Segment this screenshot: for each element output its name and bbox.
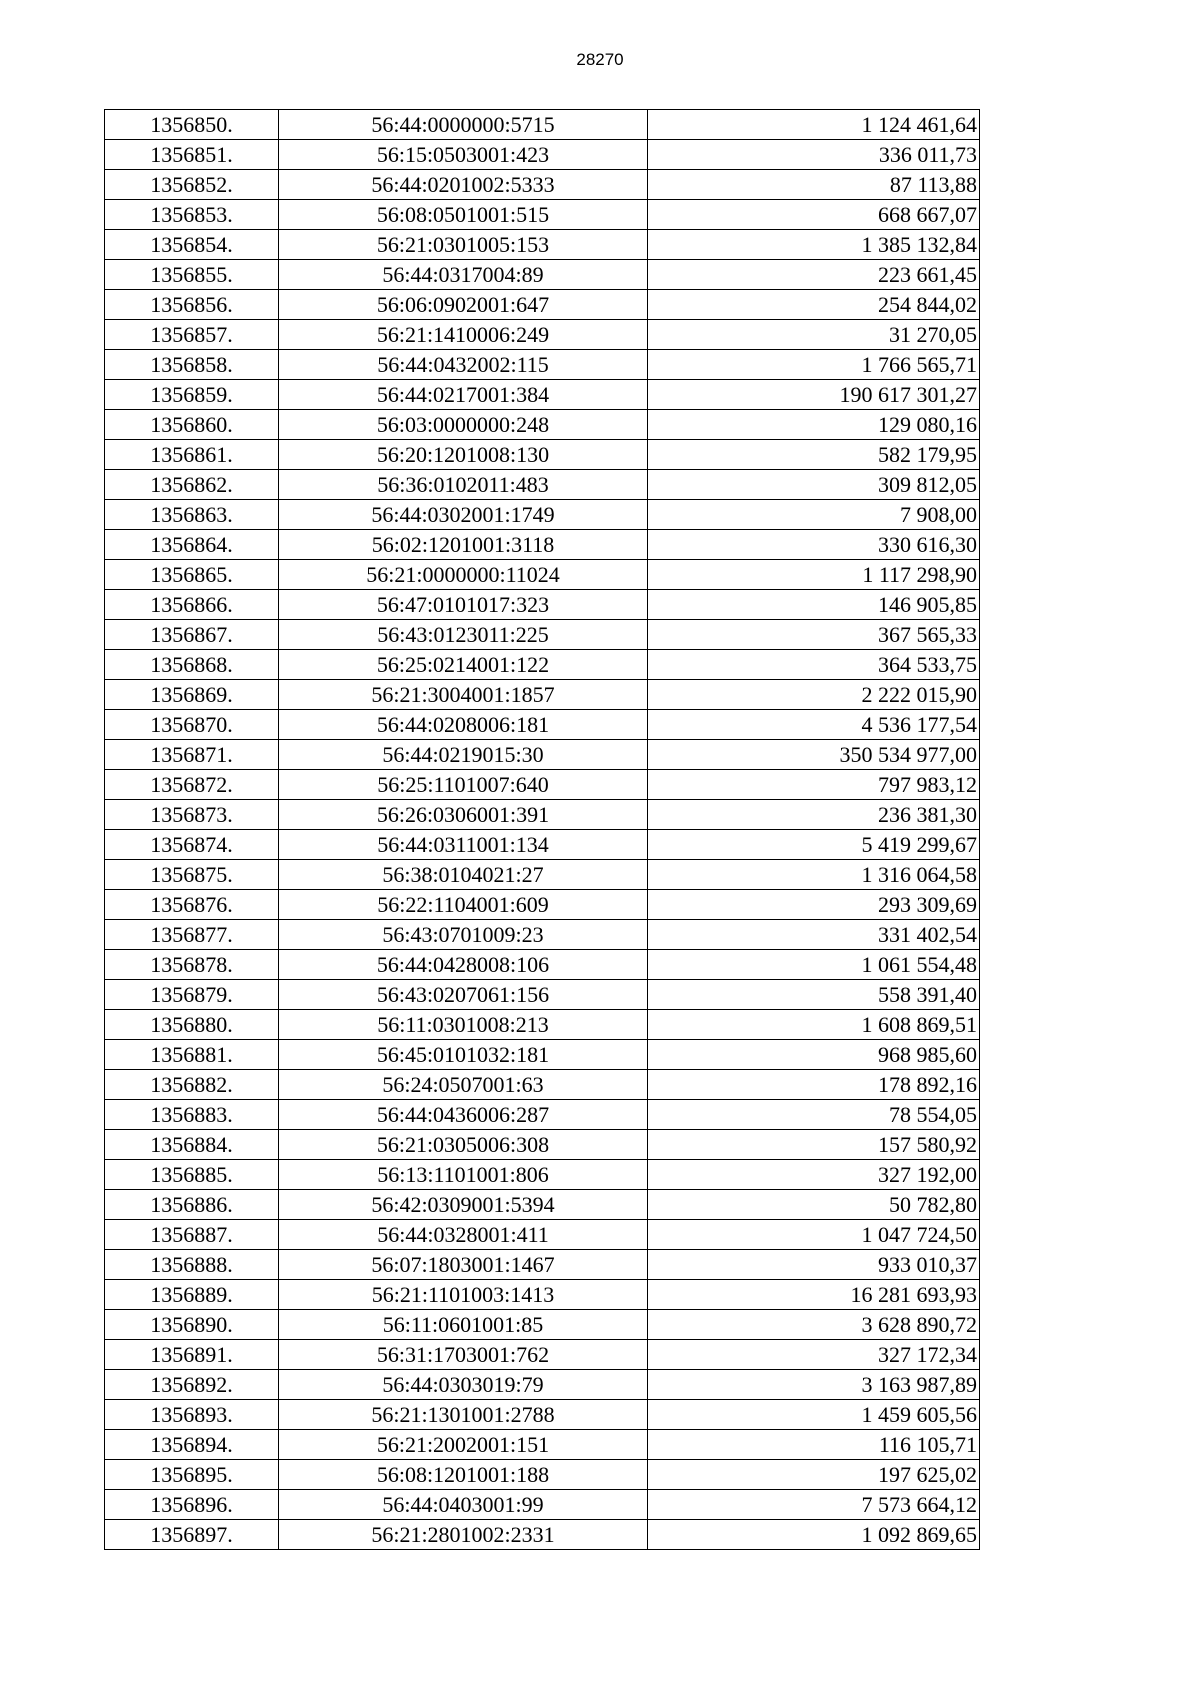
table-row: [105, 1160, 980, 1190]
row-number: 1356851.: [105, 140, 279, 170]
cadastral-number: 56:11:0601001:85: [279, 1310, 648, 1340]
row-number: 1356893.: [105, 1400, 279, 1430]
table-row: [105, 1010, 980, 1040]
row-number: 1356875.: [105, 860, 279, 890]
row-number: 1356860.: [105, 410, 279, 440]
table-row: [105, 860, 980, 890]
cadastral-number: 56:38:0104021:27: [279, 860, 648, 890]
cadastral-value: 236 381,30: [648, 800, 980, 830]
cadastral-value: 1 766 565,71: [648, 350, 980, 380]
table-row: [105, 200, 980, 230]
cadastral-value: 4 536 177,54: [648, 710, 980, 740]
table-row: [105, 1340, 980, 1370]
cadastral-value: 327 192,00: [648, 1160, 980, 1190]
row-number: 1356884.: [105, 1130, 279, 1160]
cadastral-number: 56:44:0303019:79: [279, 1370, 648, 1400]
table-row: [105, 980, 980, 1010]
row-number: 1356863.: [105, 500, 279, 530]
row-number: 1356865.: [105, 560, 279, 590]
cadastral-number: 56:44:0219015:30: [279, 740, 648, 770]
table-row: [105, 680, 980, 710]
cadastral-number: 56:44:0403001:99: [279, 1490, 648, 1520]
table-row: [105, 530, 980, 560]
table-row: [105, 920, 980, 950]
cadastral-value: 190 617 301,27: [648, 380, 980, 410]
cadastral-value: 293 309,69: [648, 890, 980, 920]
row-number: 1356867.: [105, 620, 279, 650]
table-row: [105, 500, 980, 530]
cadastral-value: 3 628 890,72: [648, 1310, 980, 1340]
table-row: [105, 110, 980, 140]
table-row: [105, 1100, 980, 1130]
table-row: [105, 290, 980, 320]
row-number: 1356894.: [105, 1430, 279, 1460]
cadastral-number: 56:22:1104001:609: [279, 890, 648, 920]
cadastral-value: 5 419 299,67: [648, 830, 980, 860]
cadastral-value: 336 011,73: [648, 140, 980, 170]
cadastral-number: 56:42:0309001:5394: [279, 1190, 648, 1220]
cadastral-number: 56:21:1410006:249: [279, 320, 648, 350]
row-number: 1356885.: [105, 1160, 279, 1190]
cadastral-value: 16 281 693,93: [648, 1280, 980, 1310]
table-row: [105, 140, 980, 170]
cadastral-number: 56:20:1201008:130: [279, 440, 648, 470]
table-row: [105, 740, 980, 770]
row-number: 1356858.: [105, 350, 279, 380]
table-row: [105, 950, 980, 980]
cadastral-value: 968 985,60: [648, 1040, 980, 1070]
row-number: 1356881.: [105, 1040, 279, 1070]
cadastral-value: 330 616,30: [648, 530, 980, 560]
cadastral-number: 56:02:1201001:3118: [279, 530, 648, 560]
row-number: 1356870.: [105, 710, 279, 740]
table-body: [105, 110, 980, 1550]
cadastral-number: 56:44:0217001:384: [279, 380, 648, 410]
row-number: 1356853.: [105, 200, 279, 230]
cadastral-number: 56:47:0101017:323: [279, 590, 648, 620]
cadastral-value: 1 316 064,58: [648, 860, 980, 890]
row-number: 1356886.: [105, 1190, 279, 1220]
cadastral-number: 56:07:1803001:1467: [279, 1250, 648, 1280]
table-row: [105, 170, 980, 200]
table-row: [105, 830, 980, 860]
cadastral-value: 558 391,40: [648, 980, 980, 1010]
table-row: [105, 1190, 980, 1220]
cadastral-value: 178 892,16: [648, 1070, 980, 1100]
row-number: 1356882.: [105, 1070, 279, 1100]
table-row: [105, 1310, 980, 1340]
row-number: 1356879.: [105, 980, 279, 1010]
row-number: 1356861.: [105, 440, 279, 470]
row-number: 1356874.: [105, 830, 279, 860]
table-row: [105, 440, 980, 470]
cadastral-number: 56:31:1703001:762: [279, 1340, 648, 1370]
row-number: 1356895.: [105, 1460, 279, 1490]
cadastral-value: 7 573 664,12: [648, 1490, 980, 1520]
table-row: [105, 1520, 980, 1550]
cadastral-value: 78 554,05: [648, 1100, 980, 1130]
cadastral-value-table: [104, 109, 980, 1550]
row-number: 1356856.: [105, 290, 279, 320]
cadastral-number: 56:44:0201002:5333: [279, 170, 648, 200]
row-number: 1356896.: [105, 1490, 279, 1520]
cadastral-value: 197 625,02: [648, 1460, 980, 1490]
row-number: 1356850.: [105, 110, 279, 140]
row-number: 1356887.: [105, 1220, 279, 1250]
table-row: [105, 1460, 980, 1490]
cadastral-value: 309 812,05: [648, 470, 980, 500]
row-number: 1356866.: [105, 590, 279, 620]
row-number: 1356872.: [105, 770, 279, 800]
table-row: [105, 620, 980, 650]
table-row: [105, 1490, 980, 1520]
table-row: [105, 260, 980, 290]
table-row: [105, 590, 980, 620]
table-row: [105, 890, 980, 920]
row-number: 1356862.: [105, 470, 279, 500]
cadastral-value: 2 222 015,90: [648, 680, 980, 710]
cadastral-value: 1 608 869,51: [648, 1010, 980, 1040]
table-row: [105, 1280, 980, 1310]
cadastral-value: 367 565,33: [648, 620, 980, 650]
row-number: 1356891.: [105, 1340, 279, 1370]
cadastral-value: 1 459 605,56: [648, 1400, 980, 1430]
table-row: [105, 1220, 980, 1250]
cadastral-number: 56:44:0428008:106: [279, 950, 648, 980]
table-row: [105, 1250, 980, 1280]
table-row: [105, 1130, 980, 1160]
cadastral-number: 56:11:0301008:213: [279, 1010, 648, 1040]
cadastral-value: 3 163 987,89: [648, 1370, 980, 1400]
cadastral-number: 56:43:0123011:225: [279, 620, 648, 650]
cadastral-number: 56:44:0000000:5715: [279, 110, 648, 140]
cadastral-value: 1 061 554,48: [648, 950, 980, 980]
cadastral-value: 668 667,07: [648, 200, 980, 230]
page-number: 28270: [576, 50, 624, 69]
table-row: [105, 410, 980, 440]
table-row: [105, 770, 980, 800]
row-number: 1356869.: [105, 680, 279, 710]
table-row: [105, 380, 980, 410]
cadastral-number: 56:21:3004001:1857: [279, 680, 648, 710]
cadastral-number: 56:21:1101003:1413: [279, 1280, 648, 1310]
cadastral-number: 56:45:0101032:181: [279, 1040, 648, 1070]
cadastral-value: 50 782,80: [648, 1190, 980, 1220]
row-number: 1356892.: [105, 1370, 279, 1400]
table-row: [105, 710, 980, 740]
table-row: [105, 230, 980, 260]
row-number: 1356877.: [105, 920, 279, 950]
row-number: 1356854.: [105, 230, 279, 260]
table-row: [105, 1370, 980, 1400]
row-number: 1356890.: [105, 1310, 279, 1340]
cadastral-value: 1 117 298,90: [648, 560, 980, 590]
row-number: 1356852.: [105, 170, 279, 200]
cadastral-value: 350 534 977,00: [648, 740, 980, 770]
row-number: 1356873.: [105, 800, 279, 830]
cadastral-number: 56:21:0000000:11024: [279, 560, 648, 590]
cadastral-number: 56:06:0902001:647: [279, 290, 648, 320]
table-row: [105, 1430, 980, 1460]
cadastral-number: 56:44:0311001:134: [279, 830, 648, 860]
table-row: [105, 350, 980, 380]
cadastral-number: 56:43:0207061:156: [279, 980, 648, 1010]
cadastral-value: 7 908,00: [648, 500, 980, 530]
cadastral-value: 31 270,05: [648, 320, 980, 350]
cadastral-number: 56:08:0501001:515: [279, 200, 648, 230]
row-number: 1356880.: [105, 1010, 279, 1040]
table-row: [105, 1040, 980, 1070]
cadastral-number: 56:25:1101007:640: [279, 770, 648, 800]
cadastral-value: 933 010,37: [648, 1250, 980, 1280]
cadastral-value: 87 113,88: [648, 170, 980, 200]
cadastral-number: 56:03:0000000:248: [279, 410, 648, 440]
cadastral-value: 364 533,75: [648, 650, 980, 680]
cadastral-number: 56:13:1101001:806: [279, 1160, 648, 1190]
cadastral-value: 1 092 869,65: [648, 1520, 980, 1550]
row-number: 1356878.: [105, 950, 279, 980]
cadastral-number: 56:21:2002001:151: [279, 1430, 648, 1460]
row-number: 1356857.: [105, 320, 279, 350]
cadastral-number: 56:36:0102011:483: [279, 470, 648, 500]
cadastral-value: 223 661,45: [648, 260, 980, 290]
row-number: 1356859.: [105, 380, 279, 410]
cadastral-value: 116 105,71: [648, 1430, 980, 1460]
cadastral-value: 797 983,12: [648, 770, 980, 800]
table-row: [105, 1070, 980, 1100]
row-number: 1356855.: [105, 260, 279, 290]
cadastral-number: 56:21:2801002:2331: [279, 1520, 648, 1550]
table-row: [105, 1400, 980, 1430]
cadastral-number: 56:21:0301005:153: [279, 230, 648, 260]
cadastral-number: 56:44:0436006:287: [279, 1100, 648, 1130]
row-number: 1356876.: [105, 890, 279, 920]
row-number: 1356883.: [105, 1100, 279, 1130]
row-number: 1356897.: [105, 1520, 279, 1550]
table-row: [105, 560, 980, 590]
row-number: 1356864.: [105, 530, 279, 560]
cadastral-value: 1 385 132,84: [648, 230, 980, 260]
cadastral-number: 56:25:0214001:122: [279, 650, 648, 680]
cadastral-number: 56:44:0432002:115: [279, 350, 648, 380]
cadastral-value: 254 844,02: [648, 290, 980, 320]
cadastral-value: 582 179,95: [648, 440, 980, 470]
cadastral-value: 1 124 461,64: [648, 110, 980, 140]
cadastral-number: 56:43:0701009:23: [279, 920, 648, 950]
cadastral-number: 56:44:0302001:1749: [279, 500, 648, 530]
row-number: 1356888.: [105, 1250, 279, 1280]
cadastral-value: 331 402,54: [648, 920, 980, 950]
cadastral-value: 129 080,16: [648, 410, 980, 440]
cadastral-value: 1 047 724,50: [648, 1220, 980, 1250]
row-number: 1356889.: [105, 1280, 279, 1310]
cadastral-number: 56:08:1201001:188: [279, 1460, 648, 1490]
cadastral-number: 56:21:1301001:2788: [279, 1400, 648, 1430]
row-number: 1356868.: [105, 650, 279, 680]
cadastral-number: 56:44:0317004:89: [279, 260, 648, 290]
cadastral-number: 56:44:0208006:181: [279, 710, 648, 740]
row-number: 1356871.: [105, 740, 279, 770]
cadastral-number: 56:21:0305006:308: [279, 1130, 648, 1160]
cadastral-value: 146 905,85: [648, 590, 980, 620]
cadastral-number: 56:26:0306001:391: [279, 800, 648, 830]
table-row: [105, 800, 980, 830]
cadastral-number: 56:15:0503001:423: [279, 140, 648, 170]
cadastral-value: 327 172,34: [648, 1340, 980, 1370]
table-row: [105, 650, 980, 680]
cadastral-value: 157 580,92: [648, 1130, 980, 1160]
table-row: [105, 320, 980, 350]
cadastral-number: 56:44:0328001:411: [279, 1220, 648, 1250]
table-row: [105, 470, 980, 500]
cadastral-number: 56:24:0507001:63: [279, 1070, 648, 1100]
